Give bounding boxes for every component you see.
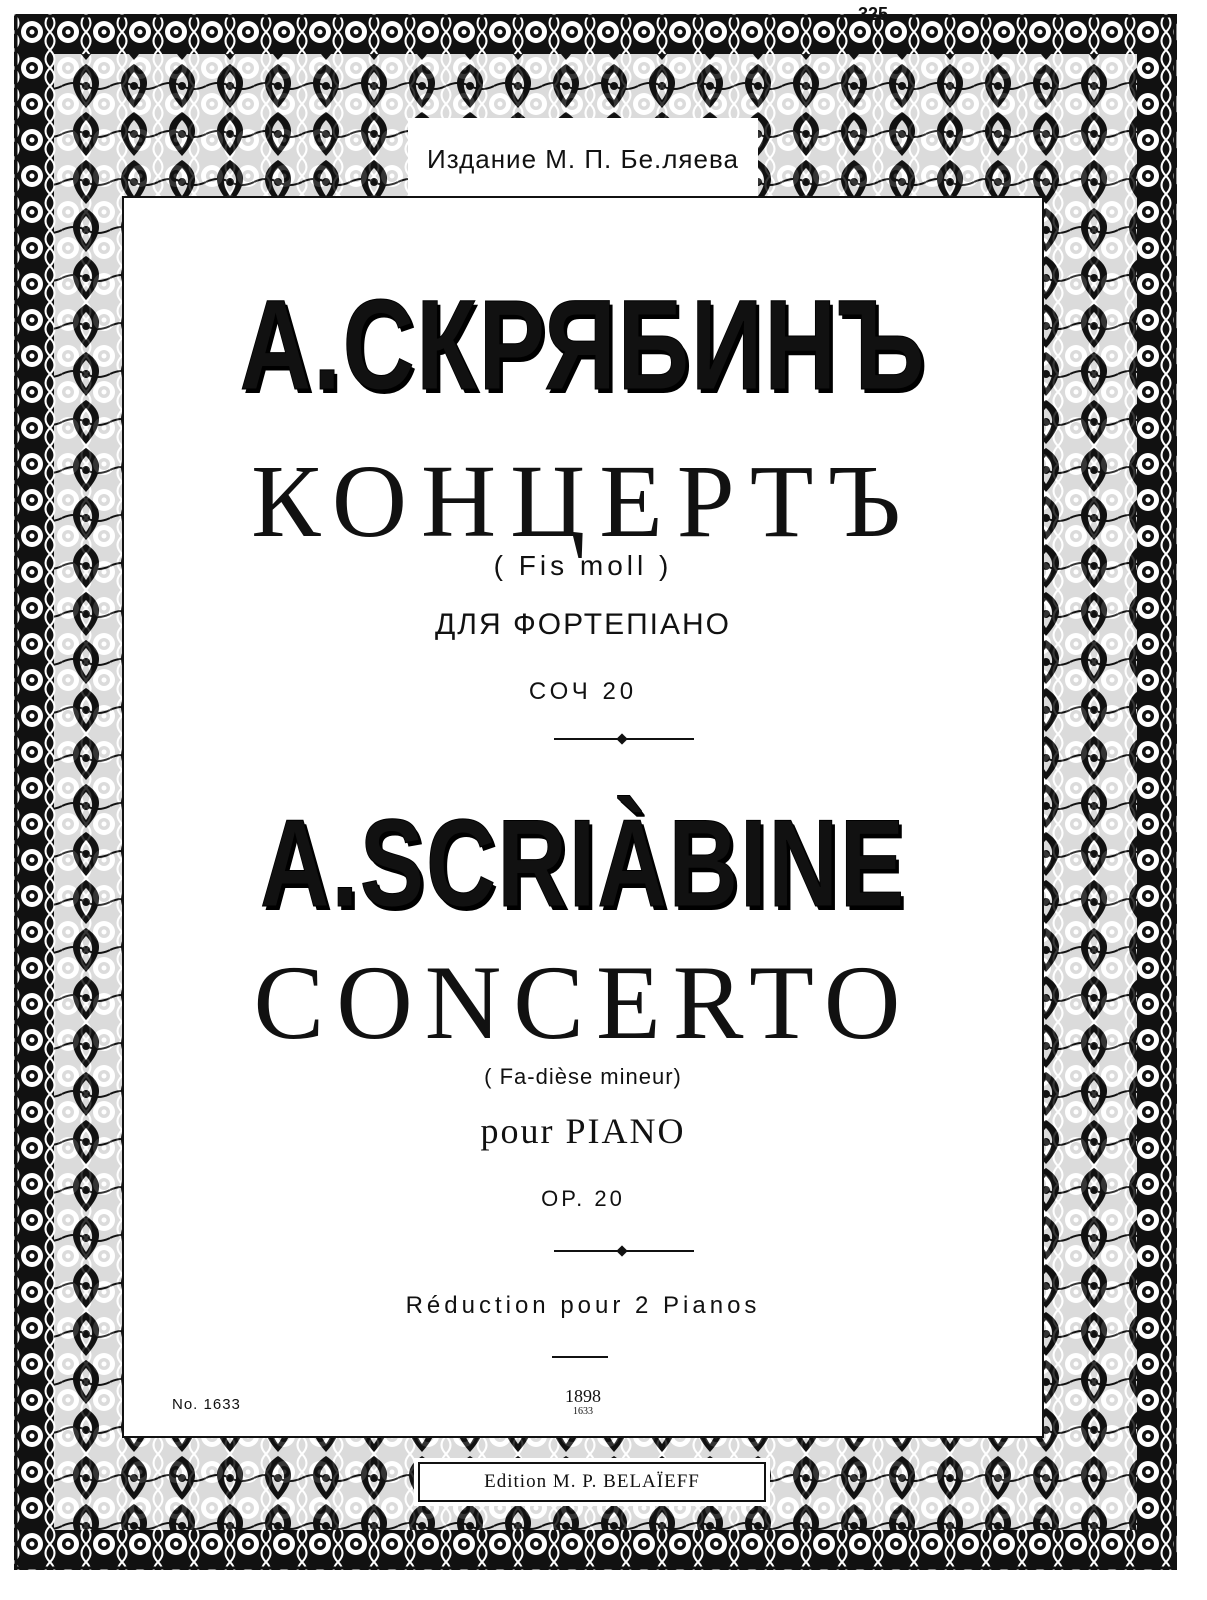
short-rule <box>552 1356 608 1358</box>
publisher-plaque-bottom <box>414 1458 770 1506</box>
publication-number: No. 1633 <box>172 1396 241 1413</box>
title-french: CONCERTO <box>253 944 913 1061</box>
key-french: ( Fa-dièse mineur) <box>484 1064 682 1089</box>
publisher-plaque-top <box>408 118 758 196</box>
composer-russian: А.СКРЯБИНЪ <box>239 274 927 417</box>
opus-french: OP. 20 <box>541 1186 625 1211</box>
year: 1898 <box>565 1386 601 1406</box>
reduction-note: Réduction pour 2 Pianos <box>405 1292 761 1319</box>
instrument-french: pour PIANO <box>480 1111 686 1151</box>
page-number: 325 <box>858 4 889 24</box>
opus-russian: СОЧ 20 <box>528 678 638 705</box>
ornamental-divider <box>554 738 694 740</box>
ornamental-divider <box>554 1250 694 1252</box>
plaque-border <box>418 1462 766 1502</box>
composer-french: A.SCRIÀBINE <box>260 795 906 933</box>
key-russian: ( Fis moll ) <box>493 550 673 581</box>
publisher-bottom-text: Edition M. P. BELAÏEFF <box>484 1471 700 1492</box>
publisher-top-text: Издание М. П. Бе.ляева <box>427 144 739 174</box>
plate-number: 1633 <box>573 1406 593 1417</box>
title-russian: КОНЦЕРТЪ <box>251 444 915 559</box>
title-panel <box>124 198 1042 1436</box>
instrument-russian: ДЛЯ ФОРТЕПIАНО <box>434 608 732 641</box>
